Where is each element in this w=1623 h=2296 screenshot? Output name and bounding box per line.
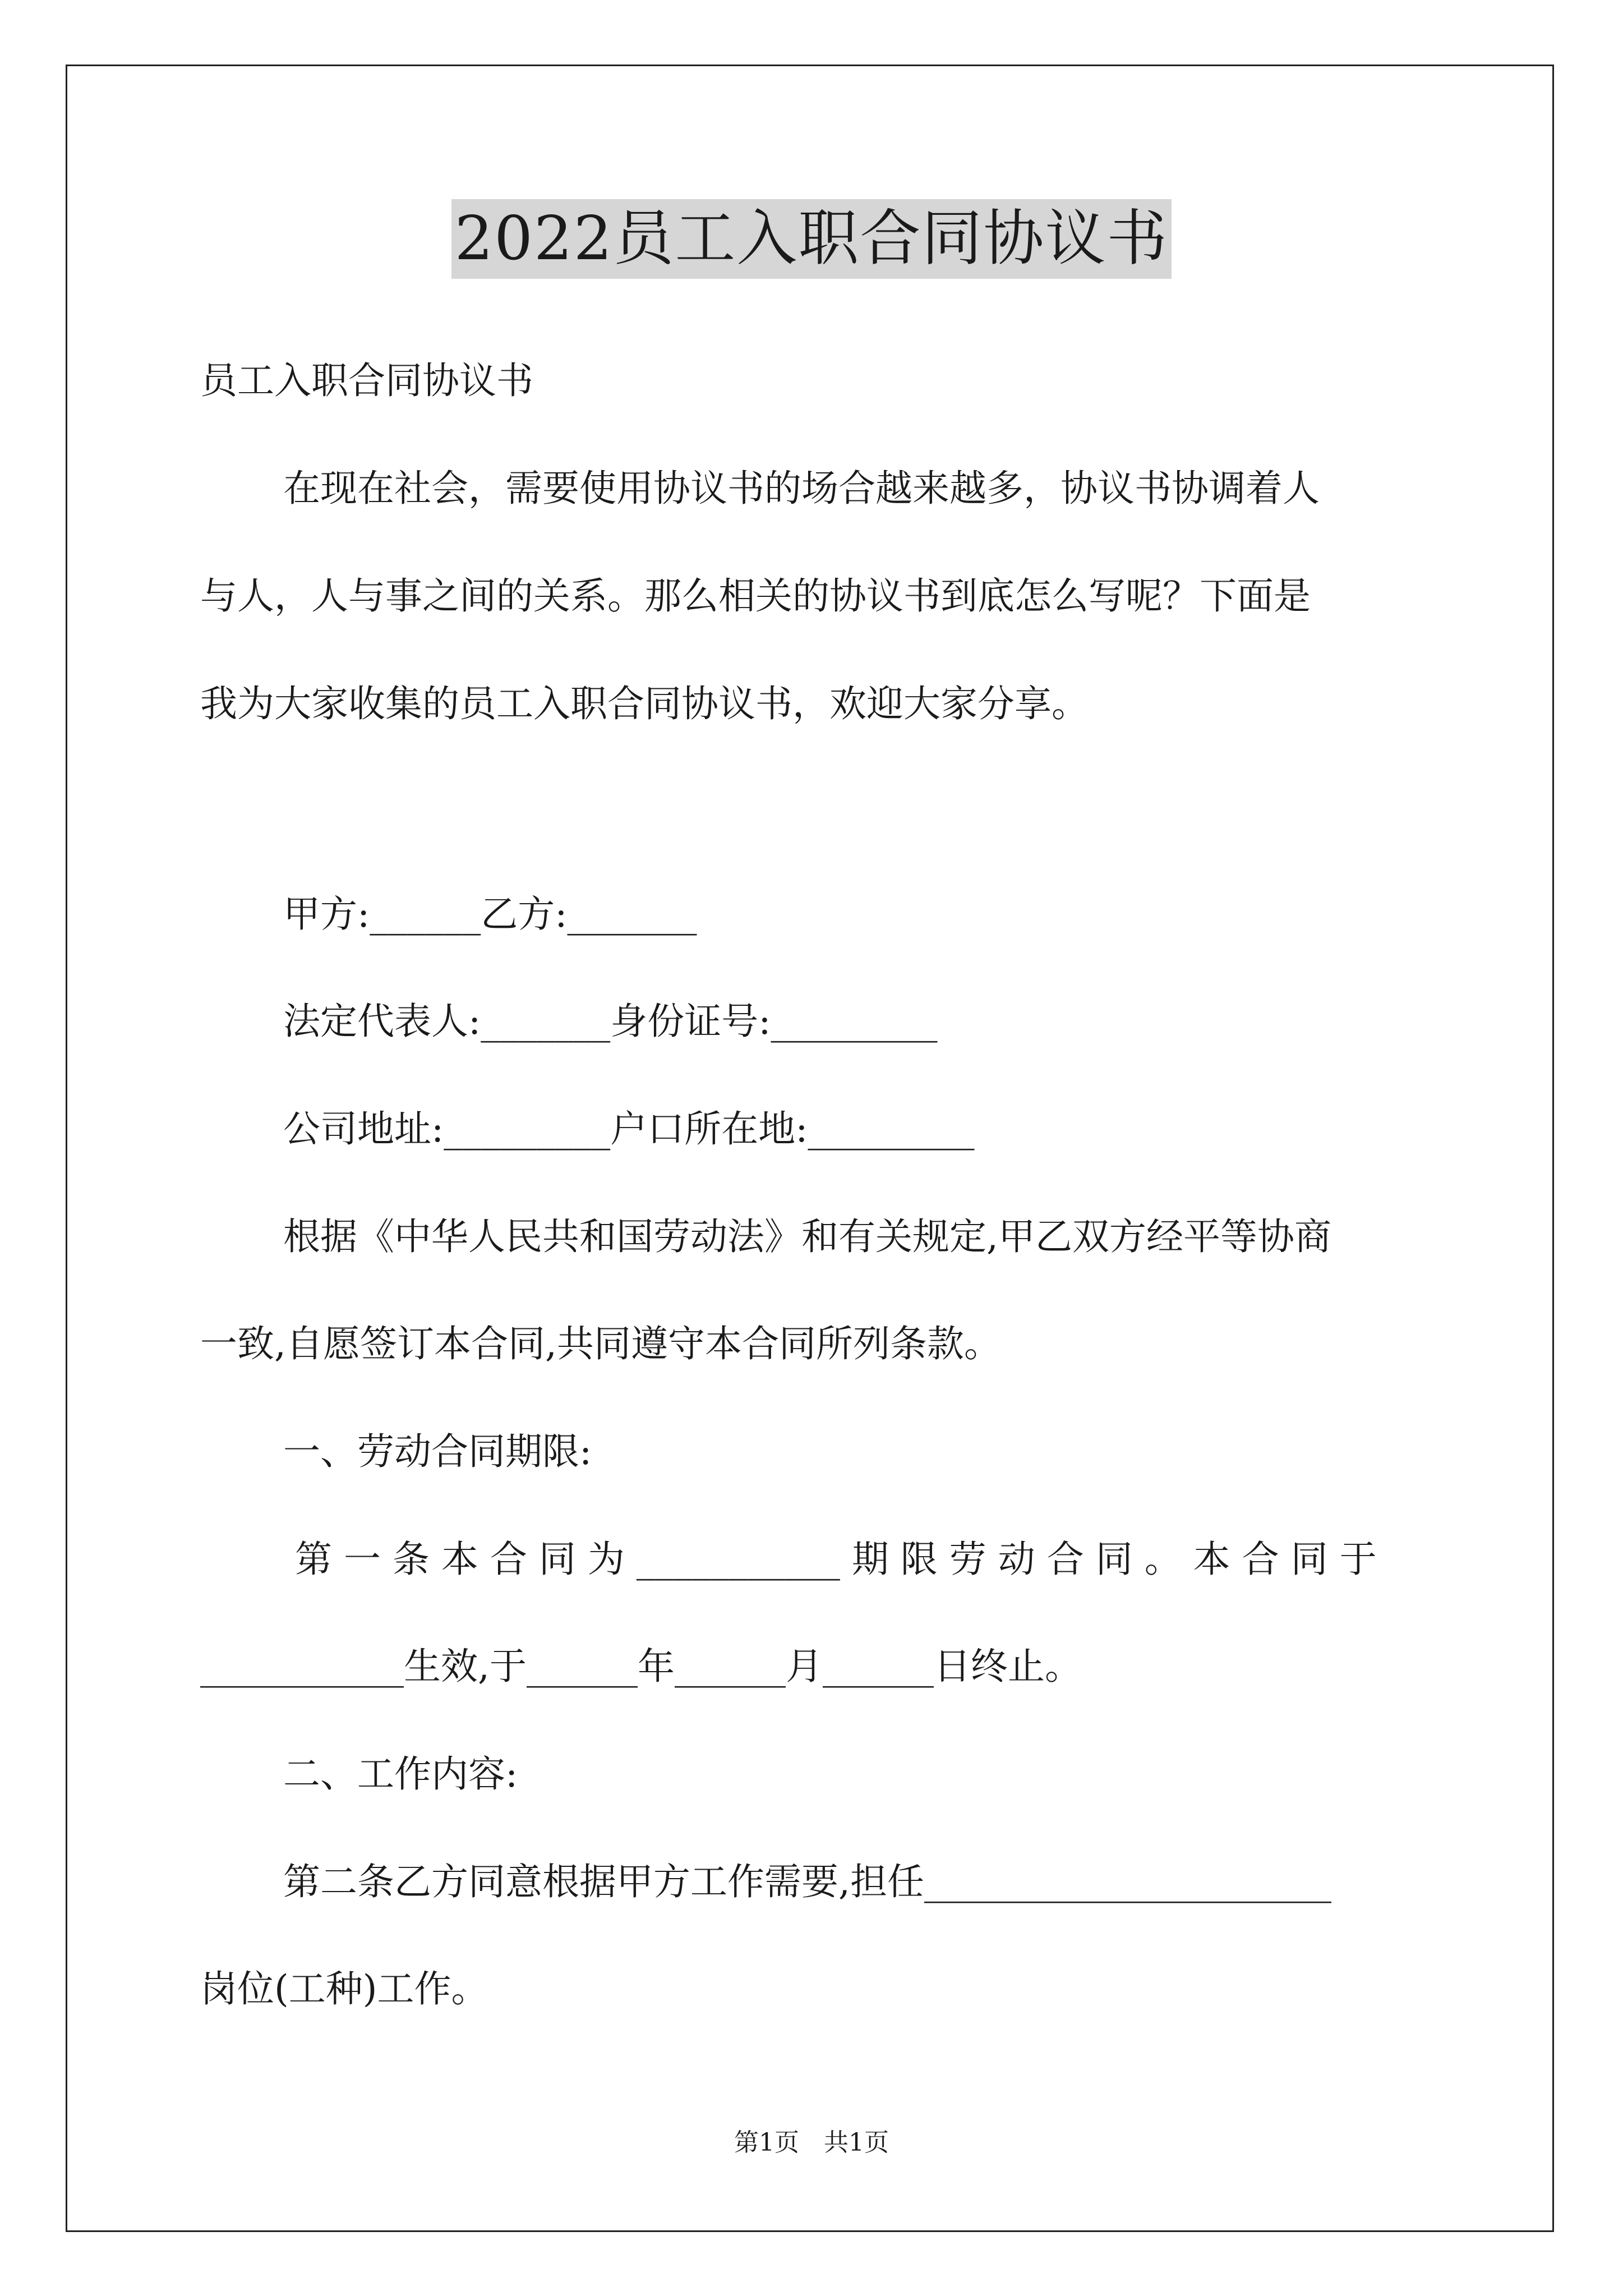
- intro-line-1: 在现在社会，需要使用协议书的场合越来越多，协议书协调着人: [283, 467, 1320, 510]
- subtitle-line: 员工入职合同协议书: [200, 359, 533, 402]
- party-line: 甲方:______乙方:_______: [283, 892, 697, 936]
- article-two-line-2: 岗位(工种)工作。: [200, 1967, 488, 2010]
- document-title: 2022员工入职合同协议书: [451, 199, 1172, 279]
- representative-line: 法定代表人:_______身份证号:_________: [283, 1000, 938, 1043]
- article-one-line-1: 第 一 条 本 合 同 为 ___________ 期 限 劳 动 合 同 。 本 合 同 于: [283, 1538, 1377, 1581]
- address-line: 公司地址:_________户口所在地:_________: [283, 1107, 975, 1151]
- section-heading-content: 二、工作内容:: [283, 1752, 518, 1796]
- intro-line-3: 我为大家收集的员工入职合同协议书，欢迎大家分享。: [200, 682, 1089, 725]
- article-one-line-2: ___________生效,于______年______月______日终止。: [200, 1645, 1082, 1688]
- article-two-line-1: 第二条乙方同意根据甲方工作需要,担任______________________: [283, 1860, 1331, 1903]
- title-container: [0, 199, 1623, 279]
- page-footer: 第1页 共1页: [734, 2128, 889, 2157]
- intro-line-2: 与人，人与事之间的关系。那么相关的协议书到底怎么写呢？下面是: [200, 574, 1311, 618]
- basis-line-2: 一致,自愿签订本合同,共同遵守本合同所列条款。: [200, 1322, 1001, 1365]
- section-heading-term: 一、劳动合同期限:: [283, 1430, 592, 1473]
- basis-line-1: 根据《中华人民共和国劳动法》和有关规定,甲乙双方经平等协商: [283, 1215, 1331, 1258]
